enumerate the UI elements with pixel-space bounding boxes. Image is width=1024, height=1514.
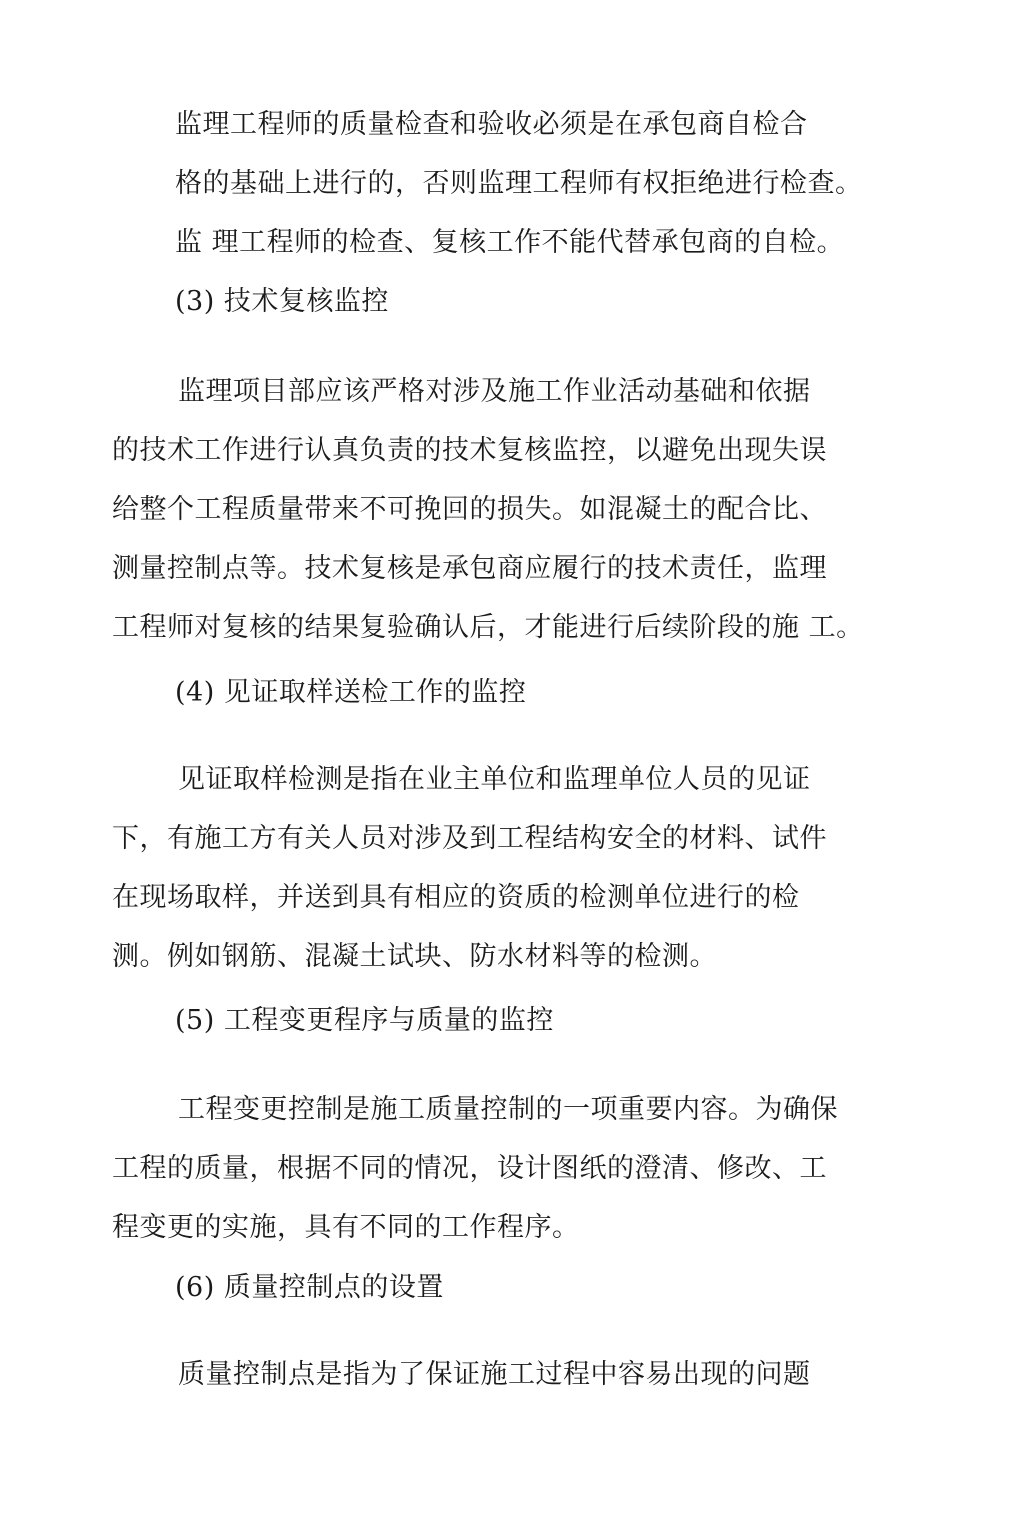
body-text-line: 监理项目部应该严格对涉及施工作业活动基础和依据 bbox=[178, 376, 811, 407]
body-text-line: 监理工程师的质量检查和验收必须是在承包商自检合 bbox=[175, 109, 808, 140]
body-text-line: 程变更的实施，具有不同的工作程序。 bbox=[112, 1212, 580, 1243]
body-text-line: 测。例如钢筋、混凝土试块、防水材料等的检测。 bbox=[112, 941, 717, 972]
body-text-line: 工程师对复核的结果复验确认后，才能进行后续阶段的施 工。 bbox=[112, 612, 864, 643]
section-heading: (5) 工程变更程序与质量的监控 bbox=[175, 1005, 554, 1036]
body-text-line: 工程变更控制是施工质量控制的一项重要内容。为确保 bbox=[178, 1094, 838, 1125]
body-text-line: 质量控制点是指为了保证施工过程中容易出现的问题 bbox=[178, 1359, 811, 1390]
body-text-line: 监 理工程师的检查、复核工作不能代替承包商的自检。 bbox=[175, 227, 845, 258]
body-text-line: 下，有施工方有关人员对涉及到工程结构安全的材料、试件 bbox=[112, 823, 827, 854]
section-heading: (6) 质量控制点的设置 bbox=[175, 1272, 444, 1303]
body-text-line: 在现场取样，并送到具有相应的资质的检测单位进行的检 bbox=[112, 882, 800, 913]
body-text-line: 的技术工作进行认真负责的技术复核监控，以避免出现失误 bbox=[112, 435, 827, 466]
body-text-line: 给整个工程质量带来不可挽回的损失。如混凝土的配合比、 bbox=[112, 494, 827, 525]
body-text-line: 工程的质量，根据不同的情况，设计图纸的澄清、修改、工 bbox=[112, 1153, 827, 1184]
body-text-line: 见证取样检测是指在业主单位和监理单位人员的见证 bbox=[178, 764, 811, 795]
body-text-line: 测量控制点等。技术复核是承包商应履行的技术责任，监理 bbox=[112, 553, 827, 584]
section-heading: (4) 见证取样送检工作的监控 bbox=[175, 677, 527, 708]
section-heading: (3) 技术复核监控 bbox=[175, 286, 389, 317]
body-text-line: 格的基础上进行的，否则监理工程师有权拒绝进行检查。 bbox=[175, 168, 863, 199]
